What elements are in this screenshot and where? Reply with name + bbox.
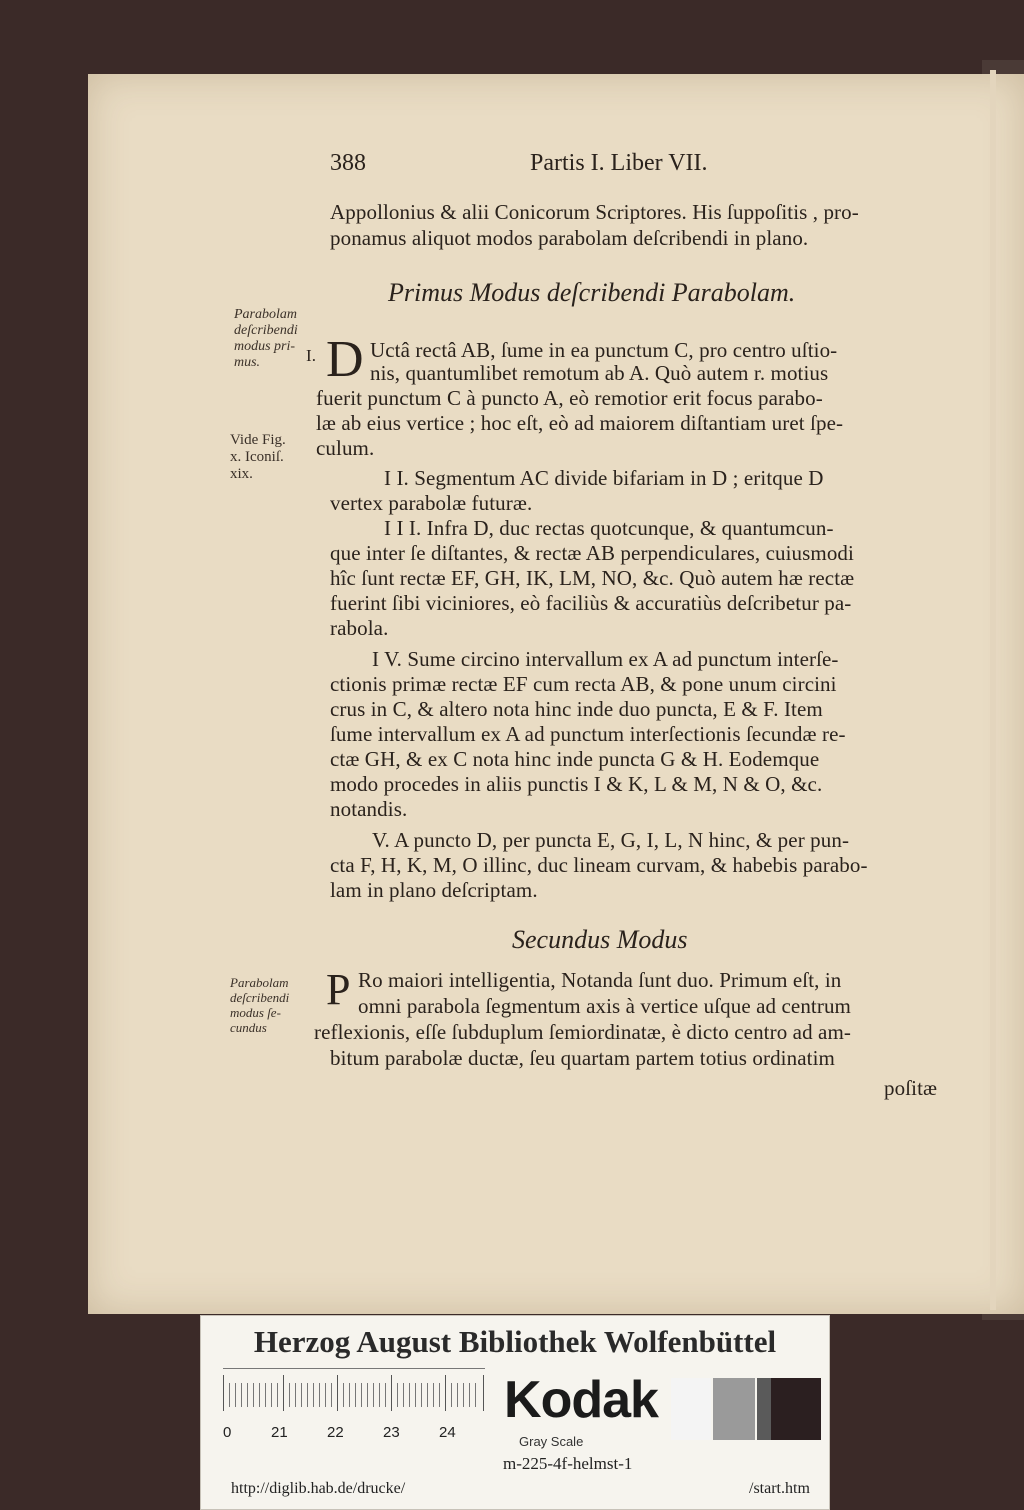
margin-note-line: modus ſe-: [230, 1005, 281, 1020]
paragraph-line: bitum parabolæ ductæ, ſeu quartam partem totius ordinatim: [330, 1046, 835, 1070]
paragraph-line: ſume intervallum ex A ad punctum interſectionis ſecundæ re-: [330, 722, 846, 746]
paragraph-line: V. A puncto D, per puncta E, G, I, L, N hinc, & per pun-: [372, 828, 850, 852]
ruler-tick: [271, 1383, 272, 1407]
ruler-labels: [223, 1424, 485, 1444]
margin-note-line: modus pri-: [234, 339, 296, 354]
ruler-tick: [241, 1383, 242, 1407]
margin-note-line: deſcribendi: [230, 990, 290, 1005]
ruler-tick: [307, 1383, 308, 1407]
paragraph-line: reflexionis, eſſe ſubduplum ſemiordinatæ, è dicto centro ad am-: [314, 1020, 851, 1044]
margin-note-line: mus.: [234, 355, 261, 370]
ruler-tick: [331, 1383, 332, 1407]
ruler-tick: [313, 1383, 314, 1407]
ruler-tick: [277, 1383, 278, 1407]
digital-library-url: http://diglib.hab.de/drucke/: [231, 1480, 406, 1497]
section-heading-secundus: Secundus Modus: [512, 925, 688, 954]
start-page-url: /start.htm: [749, 1480, 810, 1497]
ruler-tick: [469, 1383, 470, 1407]
margin-note-line: Parabolam: [230, 975, 289, 990]
paragraph-line: culum.: [316, 436, 375, 460]
ruler-tick: [283, 1375, 284, 1411]
ruler-tick: [343, 1383, 344, 1407]
ruler-tick: [483, 1375, 484, 1411]
gray-patch-black: [771, 1378, 821, 1440]
ruler-tick: [385, 1383, 386, 1407]
margin-note-line: cundus: [230, 1020, 267, 1035]
ruler-tick: [295, 1383, 296, 1407]
paragraph-line: lam in plano deſcriptam.: [330, 878, 538, 902]
ruler-tick: [367, 1383, 368, 1407]
ruler-tick: [265, 1383, 266, 1407]
opening-line-1: Appollonius & alii Conicorum Scriptores. His ſuppoſitis , pro-: [330, 200, 859, 224]
margin-ref-line: xix.: [230, 466, 253, 482]
ruler-tick: [433, 1383, 434, 1407]
margin-ref-line: Vide Fig.: [230, 432, 286, 448]
ruler-tick: [457, 1383, 458, 1407]
ruler-tick: [445, 1375, 446, 1411]
ruler-tick: [373, 1383, 374, 1407]
ruler-tick: [301, 1383, 302, 1407]
paragraph-line: fuerit punctum C à puncto A, eò remotior erit focus parabo-: [316, 386, 823, 410]
paragraph-line: ctionis primæ rectæ EF cum recta AB, & pone unum circini: [330, 672, 837, 696]
paragraph-numeral-i: I.: [306, 346, 317, 365]
ruler-tick: [475, 1383, 476, 1407]
drop-cap-d: D: [326, 331, 364, 388]
paragraph-line: hîc ſunt rectæ EF, GH, IK, LM, NO, &c. Quò autem hæ rectæ: [330, 566, 855, 590]
paragraph-line: ctæ GH, & ex C nota hinc inde puncta G & H. Eodemque: [330, 747, 820, 771]
ruler-tick: [349, 1383, 350, 1407]
ruler-label: 23: [383, 1424, 400, 1441]
paragraph-line: I I. Segmentum AC divide bifariam in D ; eritque D: [384, 466, 824, 490]
margin-note-primus: [234, 307, 298, 371]
kodak-logo: Kodak: [504, 1371, 658, 1429]
ruler-tick: [361, 1383, 362, 1407]
ruler-label: 21: [271, 1424, 288, 1441]
paragraph-line: Ro maiori intelligentia, Notanda ſunt duo. Primum eſt, in: [358, 968, 842, 992]
ruler-tick: [439, 1383, 440, 1407]
paragraph-line: fuerint ſibi viciniores, eò faciliùs & accuratiùs deſcribetur pa-: [330, 591, 852, 615]
paragraph-line: omni parabola ſegmentum axis à vertice uſque ad centrum: [358, 994, 851, 1018]
ruler-tick: [391, 1375, 392, 1411]
ruler-tick: [319, 1383, 320, 1407]
ruler-label: 0: [223, 1424, 232, 1441]
running-header: [330, 150, 960, 177]
ruler-tick: [397, 1383, 398, 1407]
ruler-tick: [337, 1375, 338, 1411]
paragraph-line: crus in C, & altero nota hinc inde duo puncta, E & F. Item: [330, 697, 823, 721]
paragraph-line: I V. Sume circino intervallum ex A ad punctum interſe-: [372, 647, 839, 671]
paragraph-line: cta F, H, K, M, O illinc, duc lineam curvam, & habebis parabo-: [330, 853, 868, 877]
ruler-tick: [355, 1383, 356, 1407]
library-name: Herzog August Bibliothek Wolfenbüttel: [253, 1324, 777, 1359]
gray-scale-label: Gray Scale: [519, 1434, 584, 1449]
page-number: 388: [330, 150, 366, 176]
ruler-tick: [451, 1383, 452, 1407]
margin-figure-reference: [230, 432, 286, 483]
ruler-tick: [415, 1383, 416, 1407]
ruler-tick: [463, 1383, 464, 1407]
margin-ref-line: x. Iconiſ.: [230, 449, 284, 465]
paragraph-line: læ ab eius vertice ; hoc eſt, eò ad maiorem diſtantiam uret ſpe-: [316, 411, 844, 435]
section-heading-primus: Primus Modus deſcribendi Parabolam.: [388, 278, 796, 307]
paragraph-line: I I I. Infra D, duc rectas quotcunque, & quantumcun-: [384, 516, 834, 540]
page-fore-edge: [990, 70, 996, 1310]
shelfmark-identifier: m-225-4f-helmst-1: [503, 1454, 633, 1473]
paragraph-line: rabola.: [330, 616, 389, 640]
gray-patch-light: [713, 1378, 755, 1440]
opening-line-2: ponamus aliquot modos parabolam deſcribendi in plano.: [330, 226, 809, 250]
running-title: Partis I. Liber VII.: [530, 150, 708, 176]
ruler-tick: [229, 1383, 230, 1407]
margin-note-line: deſcribendi: [234, 323, 298, 338]
library-target-card: [200, 1315, 830, 1510]
gray-patch-white: [671, 1378, 711, 1440]
ruler-tick: [253, 1383, 254, 1407]
ruler-tick: [289, 1383, 290, 1407]
drop-cap-p: P: [326, 965, 351, 1014]
paragraph-line: modo procedes in aliis punctis I & K, L & M, N & O, &c.: [330, 772, 823, 796]
ruler-tick: [427, 1383, 428, 1407]
ruler-tick: [325, 1383, 326, 1407]
ruler-tick: [379, 1383, 380, 1407]
ruler-tick: [421, 1383, 422, 1407]
paragraph-line: vertex parabolæ futuræ.: [330, 491, 533, 515]
margin-note-line: Parabolam: [234, 307, 297, 322]
ruler-tick: [409, 1383, 410, 1407]
ruler-tick: [235, 1383, 236, 1407]
ruler-tick: [247, 1383, 248, 1407]
margin-note-secundus: [230, 975, 289, 1035]
ruler-tick: [259, 1383, 260, 1407]
ruler-label: 22: [327, 1424, 344, 1441]
paragraph-line: notandis.: [330, 797, 408, 821]
ruler-scale: [223, 1368, 485, 1419]
catchword: poſitæ: [884, 1076, 938, 1100]
ruler-tick: [403, 1383, 404, 1407]
paragraph-line: que inter ſe diſtantes, & rectæ AB perpendiculares, cuiusmodi: [330, 541, 854, 565]
ruler-label: 24: [439, 1424, 456, 1441]
ruler-tick: [223, 1375, 224, 1411]
paragraph-line: nis, quantumlibet remotum ab A. Quò autem r. motius: [370, 361, 829, 385]
paragraph-line: Uctâ rectâ AB, ſume in ea punctum C, pro centro uſtio-: [370, 338, 838, 362]
